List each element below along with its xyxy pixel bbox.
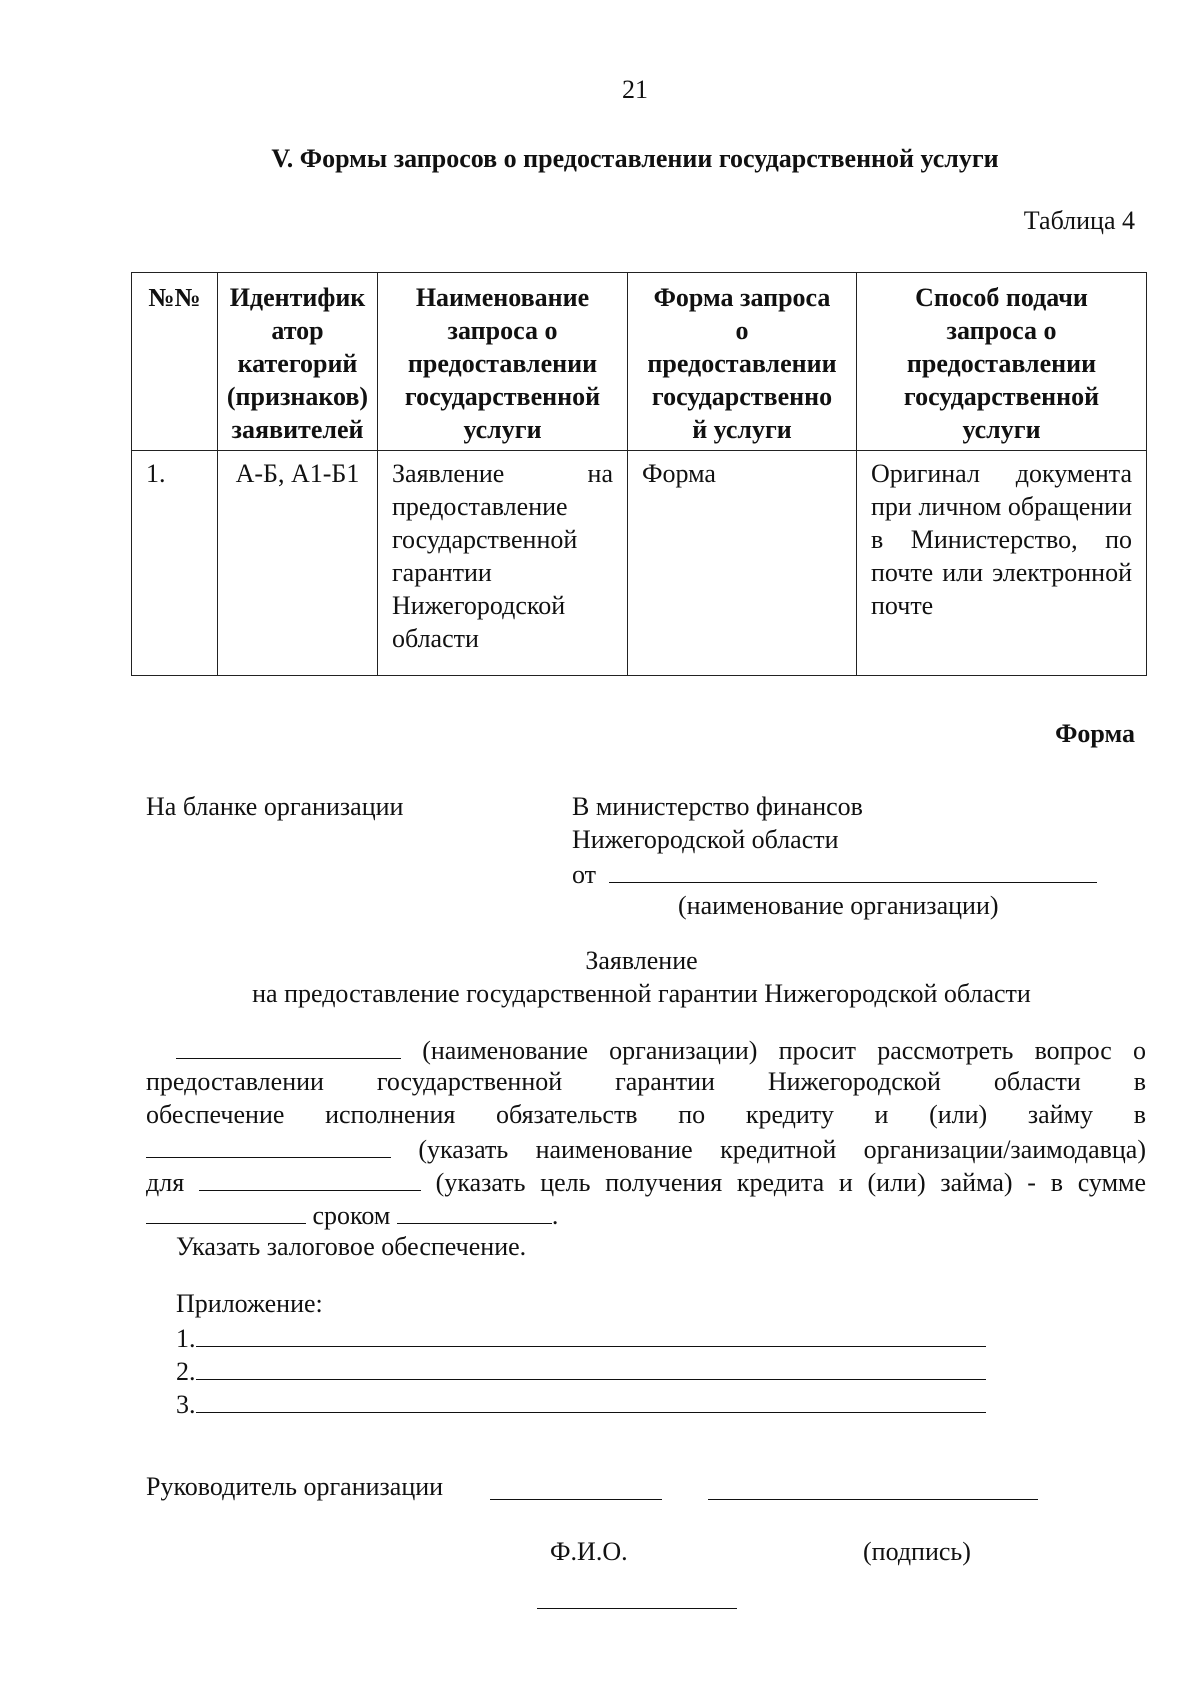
letterhead-note: На бланке организации xyxy=(146,792,404,821)
attachment-item: 2. xyxy=(176,1353,986,1388)
header-request-name: Наименование запроса о предоставлении государственной услуги xyxy=(378,273,628,451)
header-request-form: Форма запроса о предоставлении государственно й услуги xyxy=(628,273,857,451)
addressee-from xyxy=(572,856,1097,891)
addressee-line-1: В министерство финансов xyxy=(572,792,863,821)
attachment-3-blank[interactable] xyxy=(196,1386,986,1413)
request-forms-table xyxy=(131,272,1147,676)
cell-request-name: Заявление на предоставление государственной гарантии Нижегородской области xyxy=(378,451,628,676)
attachment-item: 1. xyxy=(176,1320,986,1355)
section-title: V. Формы запросов о предоставлении государственной услуги xyxy=(271,144,999,173)
cell-number: 1. xyxy=(132,451,218,676)
cell-request-form: Форма xyxy=(628,451,857,676)
statement-subtitle: на предоставление государственной гарантии Нижегородской области xyxy=(252,979,1031,1008)
cell-submission-method: Оригинал документа при личном обращении в Министерство, по почте или электронной почте xyxy=(857,451,1147,676)
body-line-4: (указать наименование кредитной организации/заимодавца) xyxy=(146,1131,1146,1164)
signature-field[interactable] xyxy=(708,1473,1038,1500)
header-category: Идентифик атор категорий (признаков) заявителей xyxy=(218,273,378,451)
attachment-item: 3. xyxy=(176,1386,986,1421)
purpose-blank[interactable] xyxy=(199,1164,421,1191)
body-line-6: сроком . xyxy=(146,1197,1146,1230)
body-line-1: (наименование организации) просит рассмотреть вопрос о xyxy=(146,1032,1146,1065)
organization-name-blank[interactable] xyxy=(176,1032,401,1059)
creditor-name-blank[interactable] xyxy=(146,1131,391,1158)
attachment-2-blank[interactable] xyxy=(196,1353,986,1380)
attachments-title: Приложение: xyxy=(176,1289,323,1318)
page-number: 21 xyxy=(622,75,648,104)
amount-blank[interactable] xyxy=(146,1197,306,1224)
addressee-line-2: Нижегородской области xyxy=(572,825,839,854)
fio-field[interactable] xyxy=(490,1473,662,1500)
table-row xyxy=(132,451,1147,676)
body-line-5: для (указать цель получения кредита и (или) займа) - в сумме xyxy=(146,1164,1146,1197)
date-field[interactable] xyxy=(537,1582,737,1609)
header-number: №№ xyxy=(132,273,218,451)
signature-label: Руководитель организации xyxy=(146,1472,444,1501)
attachment-1-blank[interactable] xyxy=(196,1320,986,1347)
table-caption: Таблица 4 xyxy=(1023,206,1135,235)
signature-caption: (подпись) xyxy=(863,1537,971,1566)
cell-category: А-Б, А1-Б1 xyxy=(218,451,378,676)
body-line-3: обеспечение исполнения обязательств по кредиту и (или) займу в xyxy=(146,1100,1146,1129)
collateral-line: Указать залоговое обеспечение. xyxy=(176,1232,527,1261)
statement-title: Заявление xyxy=(585,946,698,975)
organization-name-field[interactable] xyxy=(609,856,1097,883)
statement-body xyxy=(146,1032,1146,1263)
form-label: Форма xyxy=(1055,719,1135,748)
header-submission-method: Способ подачи запроса о предоставлении государственной услуги xyxy=(857,273,1147,451)
body-line-2: предоставлении государственной гарантии Нижегородской области в xyxy=(146,1067,1146,1096)
organization-caption: (наименование организации) xyxy=(678,891,999,920)
term-blank[interactable] xyxy=(397,1197,552,1224)
fio-caption: Ф.И.О. xyxy=(550,1537,628,1566)
from-prefix: от xyxy=(572,860,597,889)
table-header-row xyxy=(132,273,1147,451)
